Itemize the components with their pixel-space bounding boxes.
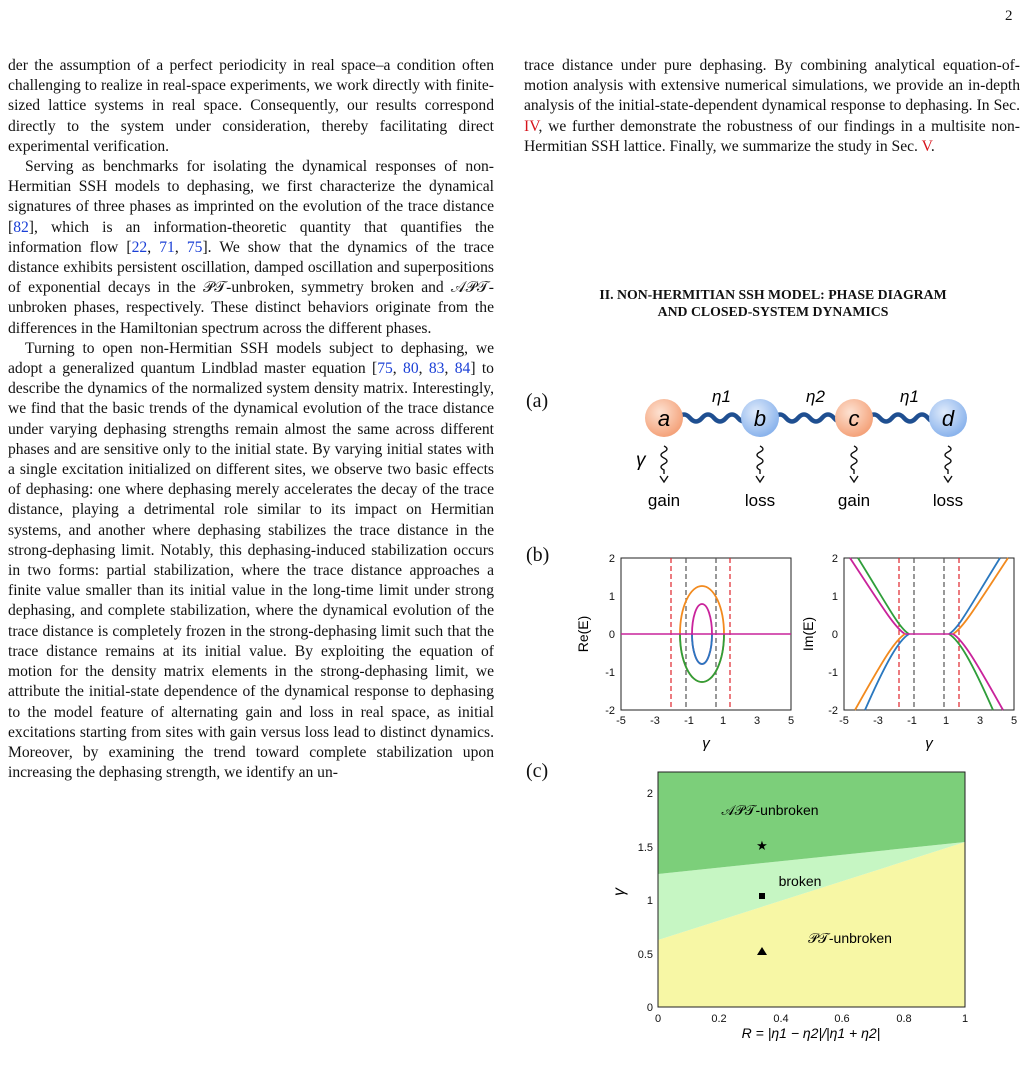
section-link[interactable]: IV	[524, 117, 539, 135]
region-label: broken	[778, 873, 822, 889]
im-e-chart	[783, 548, 1023, 758]
panel-label-c: (c)	[526, 760, 549, 782]
svg-text:5: 5	[787, 715, 795, 727]
dephasing-arrows	[660, 446, 952, 482]
svg-text:1: 1	[646, 895, 653, 907]
svg-text:1: 1	[961, 1013, 969, 1025]
svg-text:0.2: 0.2	[711, 1013, 727, 1025]
svg-text:0.6: 0.6	[834, 1013, 850, 1025]
paragraph: Serving as benchmarks for isolating the dynamical responses of non-Hermitian SSH models to dephasing, we first characterize the dynamical signatures of three phases as imprinted on the evolution of the trace distance [82], which is an information-theoretic quantity that quantifies the information flow [22, 71, 75]. We show that the dynamics of the trace distance exhibits persistent oscillation, damped oscillation and superpositions of exponential decays in the 𝒫𝒯-unbroken, symmetry broken and 𝒜𝒫𝒯-unbroken phases, respectively. These distinct behaviors originate from the differences in the Hamiltonian spectrum across the different phases.	[8, 158, 494, 337]
x-axis-label: γ	[925, 735, 933, 752]
svg-text:3: 3	[976, 715, 984, 727]
section-link[interactable]: V	[921, 137, 931, 155]
page-number: 2	[1005, 8, 1013, 24]
panel-label-a: (a)	[526, 390, 549, 412]
citation-link[interactable]: 71	[159, 238, 175, 256]
svg-text:0: 0	[608, 629, 615, 641]
svg-text:1: 1	[719, 715, 727, 727]
bath-label: gain	[647, 491, 681, 510]
svg-text:1: 1	[608, 591, 615, 603]
svg-text:-1: -1	[684, 715, 694, 727]
dephasing-label: γ	[636, 450, 646, 471]
svg-text:2: 2	[646, 788, 653, 800]
y-tick-labels	[605, 553, 615, 717]
site-label: b	[753, 406, 767, 431]
citation-link[interactable]: 83	[428, 360, 445, 378]
site-label: a	[657, 406, 671, 431]
svg-text:-3: -3	[873, 715, 883, 727]
x-axis-label: R = |η1 − η2|/|η1 + η2|	[741, 1025, 881, 1041]
panel-label-b: (b)	[526, 544, 550, 566]
y-axis-label: γ	[611, 888, 628, 896]
paragraph: der the assumption of a perfect periodicity in real space–a condition often challenging to realize in real-space experiments, we work directly with finite-sized lattice systems in real space. Consequently, our results correspond directly to the system under consideration, thereby facilitating direct experimental verification.	[8, 57, 494, 155]
svg-text:2: 2	[831, 553, 838, 565]
svg-text:5: 5	[1010, 715, 1018, 727]
bond-1	[678, 415, 750, 422]
bath-label: loss	[744, 491, 776, 510]
x-tick-labels	[616, 715, 794, 727]
svg-text:0: 0	[831, 629, 838, 641]
squiggle-arrow	[756, 446, 764, 482]
citation-link[interactable]: 80	[403, 360, 419, 378]
region-label: 𝒜𝒫𝒯-unbroken	[721, 802, 819, 818]
svg-text:0: 0	[654, 1013, 662, 1025]
x-tick-labels	[655, 1013, 968, 1025]
squiggle-arrow	[944, 446, 952, 482]
ssh-lattice-schematic	[600, 380, 1000, 520]
bath-label: loss	[932, 491, 964, 510]
svg-text:0.5: 0.5	[637, 949, 653, 961]
left-column	[8, 56, 494, 783]
re-e-chart	[560, 548, 800, 758]
paragraph: Turning to open non-Hermitian SSH models subject to dephasing, we adopt a generalized quantum Lindblad master equation [75, 80, 83, 84] to describe the dynamics of the normalized system density matrix. Interestingly, we find that the basic trends of the dynamical evolution of the trace distance under varying dephasing strengths remain almost the same across different phases and are sensitive only to the initial state. By varying initial states with a single excitation initialized on different sites, we observe two basic effects of dephasing: one where dephasing merely accelerates the decay of the trace distance, playing a detrimental role similar to its impact on Hermitian systems, and another where dephasing stabilizes the trace distance in the strong-dephasing limit. Notably, this dephasing-induced stabilization occurs in two forms: partial stabilization, where the trace distance approaches a finite value smaller than its initial value in the long-time limit under strong dephasing, and complete stabilization, where the dynamical evolution of the trace distance is completely frozen in the strong-dephasing limit such that the trace distance remains at its initial value. By exploiting the equation of motion for the density matrix elements in the strong-dephasing limit, we attribute the initial-state dependence of the dynamical response to dephasing to the model feature of alternating gain and loss in real space, as initial excitations starting from sites with gain versus loss lead to distinct dynamics. Moreover, by examining the trend toward complete stabilization upon increasing the dephasing strength, we identify an un-	[8, 339, 494, 782]
paragraph: trace distance under pure dephasing. By combining analytical equation-of-motion analysis with extensive numerical simulations, we provide an in-depth analysis of the initial-state-dependent dynamical response to dephasing. In Sec. IV, we further demonstrate the robustness of our findings in a multisite non-Hermitian SSH lattice. Finally, we summarize the study in Sec. V.	[524, 57, 1020, 155]
bath-label: gain	[837, 491, 871, 510]
svg-text:2: 2	[608, 553, 615, 565]
site-label: d	[941, 406, 955, 431]
site-label: c	[848, 406, 860, 431]
svg-text:3: 3	[753, 715, 761, 727]
citation-link[interactable]: 75	[377, 360, 393, 378]
x-tick-labels	[839, 715, 1017, 727]
section-heading: II. NON-HERMITIAN SSH MODEL: PHASE DIAGRAM AND CLOSED-SYSTEM DYNAMICS	[599, 287, 947, 319]
coupling-label: η1	[712, 387, 731, 406]
svg-text:1: 1	[942, 715, 950, 727]
svg-text:1: 1	[831, 591, 838, 603]
svg-text:1.5: 1.5	[637, 842, 653, 854]
citation-link[interactable]: 75	[186, 238, 203, 256]
squiggle-arrow	[660, 446, 668, 482]
right-column	[524, 56, 1020, 157]
svg-text:-2: -2	[828, 705, 838, 717]
svg-text:-5: -5	[839, 715, 849, 727]
y-tick-labels	[828, 553, 838, 717]
citation-link[interactable]: 84	[454, 360, 471, 378]
citation-link[interactable]: 22	[131, 238, 148, 256]
star-marker: ★	[756, 838, 768, 853]
svg-text:-1: -1	[907, 715, 917, 727]
svg-text:-1: -1	[605, 667, 615, 679]
square-marker	[759, 893, 765, 899]
y-tick-labels	[638, 788, 653, 1014]
svg-text:0.4: 0.4	[773, 1013, 789, 1025]
svg-text:-1: -1	[828, 667, 838, 679]
phase-diagram-chart	[600, 762, 1020, 1062]
svg-text:0: 0	[646, 1002, 653, 1014]
svg-text:-2: -2	[605, 705, 615, 717]
citation-link[interactable]: 82	[13, 218, 29, 236]
x-axis-label: γ	[702, 735, 710, 752]
squiggle-arrow	[850, 446, 858, 482]
svg-text:-3: -3	[650, 715, 660, 727]
y-axis-label: Re(E)	[575, 615, 591, 653]
coupling-label: η2	[806, 387, 825, 406]
region-label: 𝒫𝒯-unbroken	[808, 930, 892, 946]
svg-text:-5: -5	[616, 715, 626, 727]
y-axis-label: Im(E)	[800, 616, 816, 652]
coupling-label: η1	[900, 387, 919, 406]
svg-text:0.8: 0.8	[896, 1013, 912, 1025]
